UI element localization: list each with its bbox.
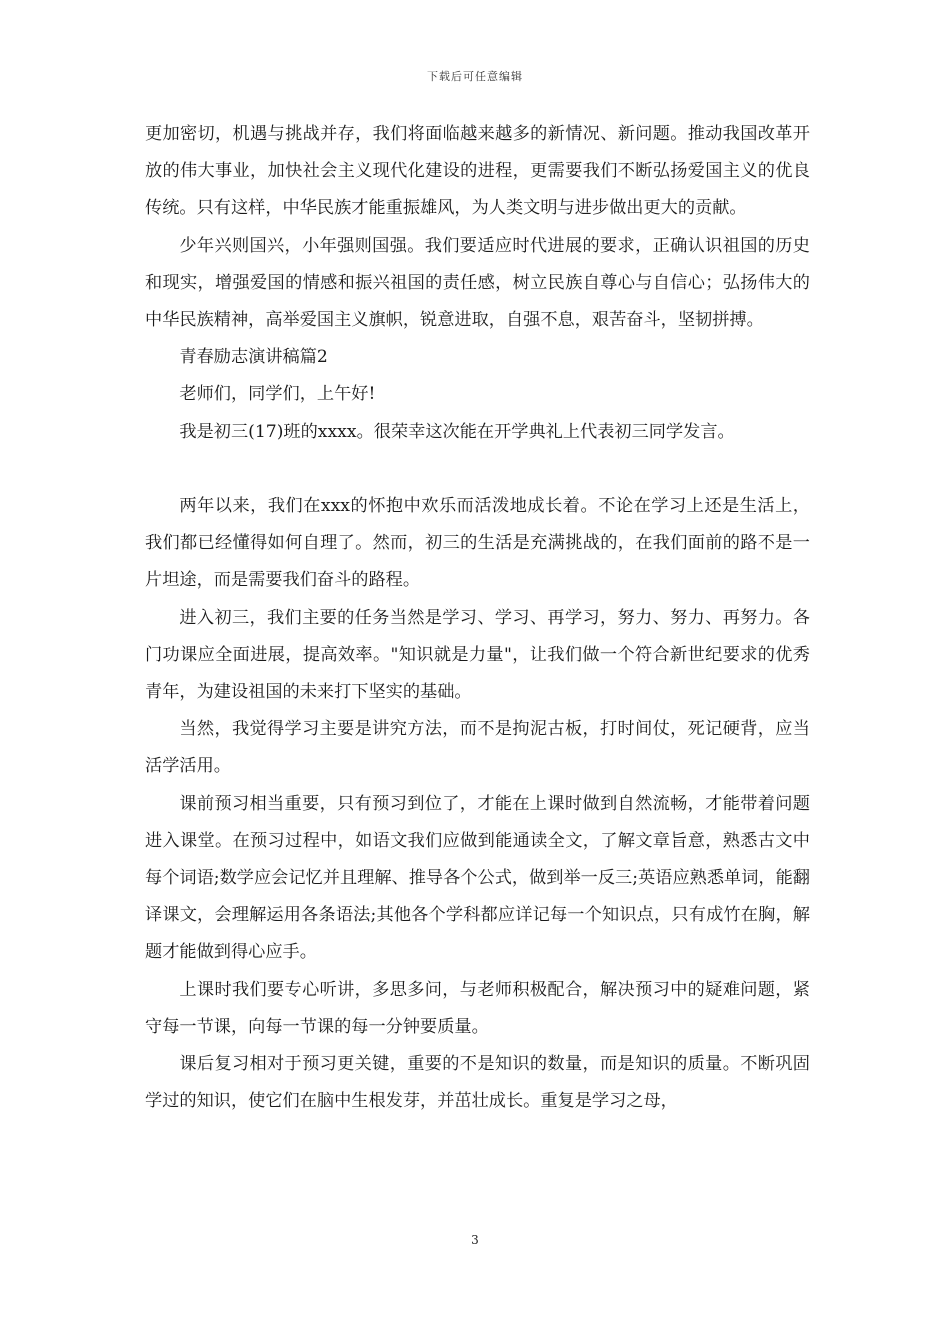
paragraph: 上课时我们要专心听讲，多思多问，与老师积极配合，解决预习中的疑难问题，紧守每一节课，向每一节课的每一分钟要质量。 — [145, 979, 810, 1037]
paragraph-continued: 更加密切，机遇与挑战并存，我们将面临越来越多的新情况、新问题。推动我国改革开放的伟大事业，加快社会主义现代化建设的进程，更需要我们不断弘扬爱国主义的优良传统。只有这样，中华民族才能重振雄风，为人类文明与进步做出更大的贡献。 — [145, 124, 810, 219]
paragraph: 两年以来，我们在xxx的怀抱中欢乐而活泼地成长着。不论在学习上还是生活上，我们都已经懂得如何自理了。然而，初三的生活是充满挑战的，在我们面前的路不是一片坦途，而是需要我们奋斗的路程。 — [145, 496, 810, 591]
greeting: 老师们，同学们，上午好! — [179, 384, 376, 405]
page-header: 下载后可任意编辑 — [427, 70, 523, 83]
document-body — [145, 116, 810, 1120]
blank-line — [145, 451, 810, 488]
section-title: 青春励志演讲稿篇2 — [179, 347, 328, 368]
paragraph: 少年兴则国兴，小年强则国强。我们要适应时代进展的要求，正确认识祖国的历史和现实，增强爱国的情感和振兴祖国的责任感，树立民族自尊心与自信心；弘扬伟大的中华民族精神，高举爱国主义旗帜，锐意进取，自强不息，艰苦奋斗，坚韧拼搏。 — [145, 235, 810, 331]
page-number: 3 — [471, 1233, 479, 1247]
paragraph: 课前预习相当重要，只有预习到位了，才能在上课时做到自然流畅，才能带着问题进入课堂。在预习过程中，如语文我们应做到能通读全文，了解文章旨意，熟悉古文中每个词语;数学应会记忆并且理解、推导各个公式，做到举一反三;英语应熟悉单词，能翻译课文，会理解运用各条语法;其他各个学科都应详记每一个知识点，只有成竹在胸，解题才能做到得心应手。 — [145, 793, 810, 963]
paragraph: 课后复习相对于预习更关键，重要的不是知识的数量，而是知识的质量。不断巩固学过的知识，使它们在脑中生根发芽，并茁壮成长。重复是学习之母， — [145, 1054, 810, 1112]
paragraph: 进入初三，我们主要的任务当然是学习、学习、再学习，努力、努力、再努力。各门功课应全面进展，提高效率。"知识就是力量"，让我们做一个符合新世纪要求的优秀青年，为建设祖国的未来打下坚实的基础。 — [145, 607, 810, 703]
paragraph: 我是初三(17)班的xxxx。很荣幸这次能在开学典礼上代表初三同学发言。 — [179, 421, 735, 442]
paragraph: 当然，我觉得学习主要是讲究方法，而不是拘泥古板，打时间仗，死记硬背，应当活学活用。 — [145, 719, 810, 777]
